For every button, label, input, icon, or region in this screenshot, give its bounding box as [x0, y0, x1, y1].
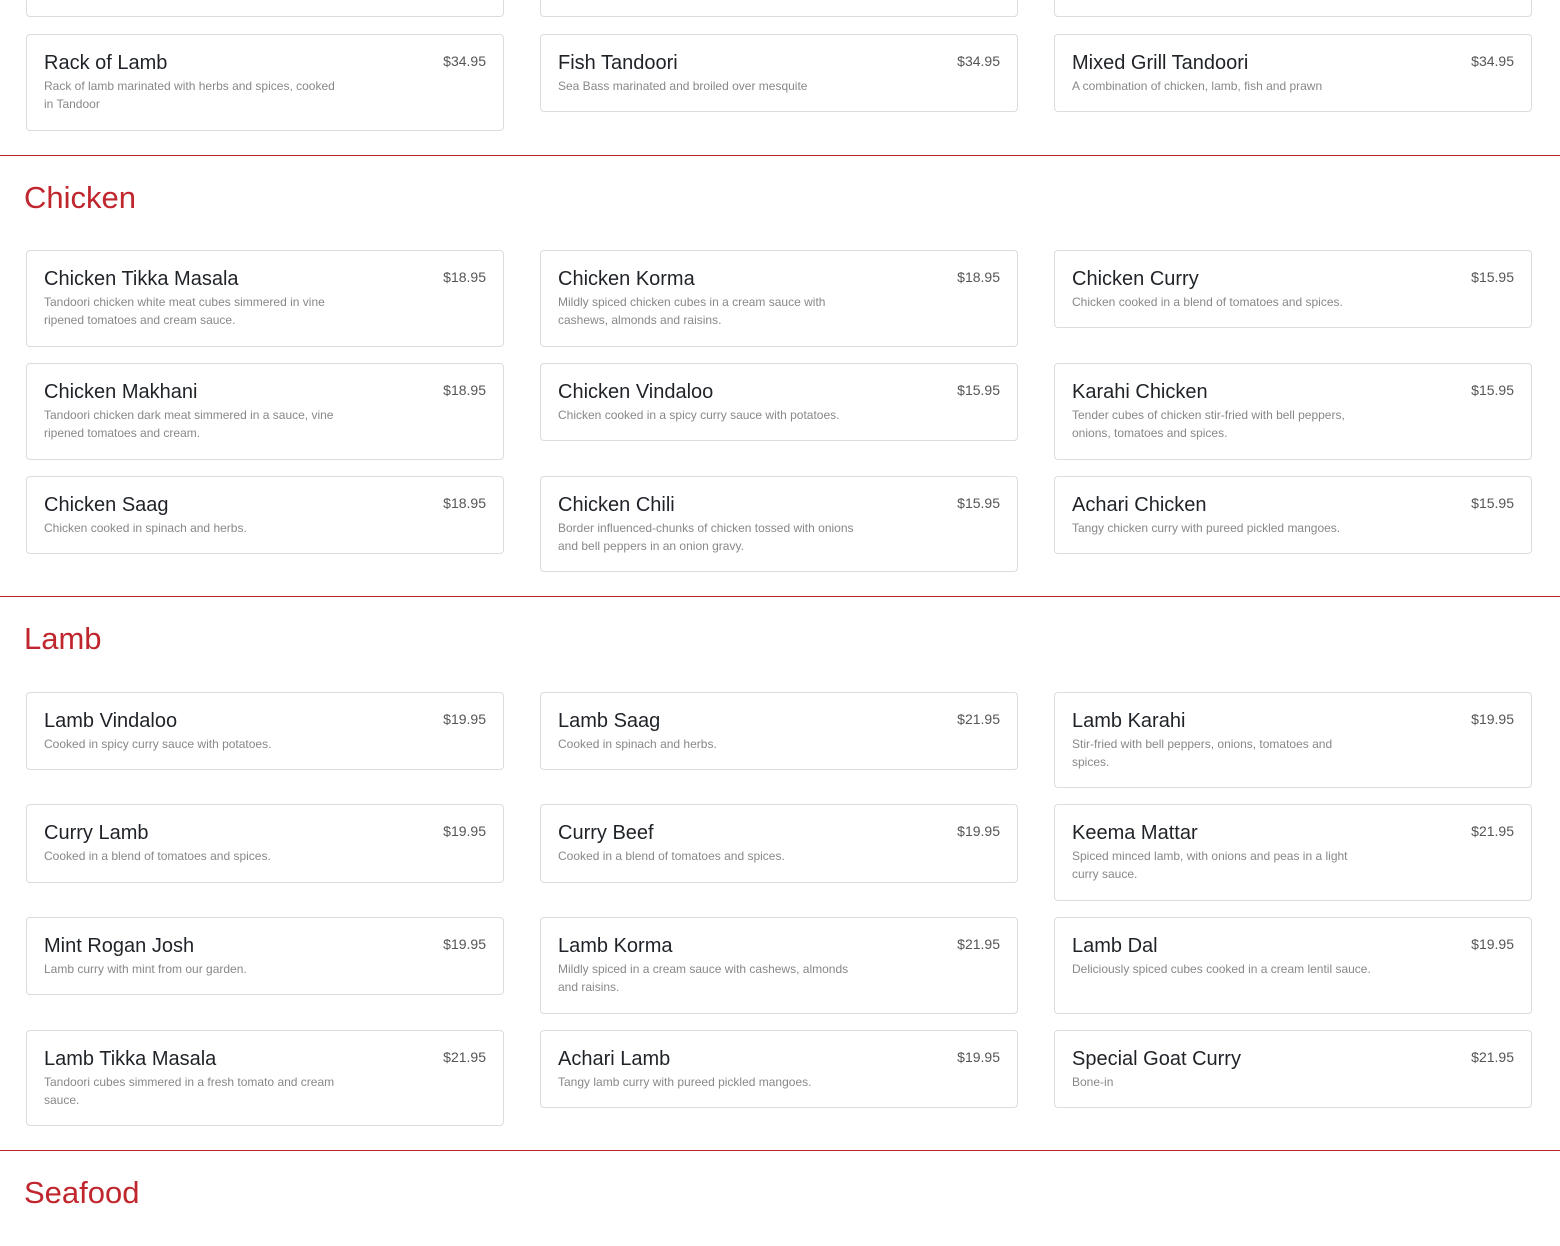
- item-price: $19.95: [443, 711, 486, 727]
- item-description: Cooked in a blend of tomatoes and spices.: [558, 849, 785, 863]
- menu-card[interactable]: [540, 1030, 1018, 1108]
- section-title-seafood: Seafood: [24, 1175, 140, 1210]
- item-description: Bone-in: [1072, 1075, 1114, 1089]
- item-price: $34.95: [443, 53, 486, 69]
- item-price: $19.95: [1471, 711, 1514, 727]
- item-name: Lamb Tikka Masala: [44, 1048, 217, 1070]
- item-price: $34.95: [1471, 53, 1514, 69]
- menu-card[interactable]: [26, 804, 504, 883]
- item-name: Lamb Korma: [558, 935, 673, 957]
- item-name: Achari Chicken: [1072, 494, 1207, 516]
- item-description: Cooked in spinach and herbs.: [558, 737, 717, 751]
- item-price: $19.95: [443, 823, 486, 839]
- item-price: $34.95: [957, 53, 1000, 69]
- item-price: $15.95: [957, 382, 1000, 398]
- item-description: Sea Bass marinated and broiled over mesquite: [558, 79, 808, 93]
- item-price: $19.95: [1471, 936, 1514, 952]
- menu-card[interactable]: [1054, 917, 1532, 1014]
- menu-card[interactable]: [26, 917, 504, 995]
- item-description: A combination of chicken, lamb, fish and prawn: [1072, 79, 1323, 93]
- item-description: Tender cubes of chicken stir-fried with bell peppers, onions, tomatoes and spices.: [1072, 408, 1345, 440]
- item-name: Lamb Vindaloo: [44, 710, 178, 732]
- item-name: Chicken Makhani: [44, 381, 198, 403]
- item-description: Mildly spiced chicken cubes in a cream sauce with cashews, almonds and raisins.: [558, 295, 826, 327]
- item-description: Chicken cooked in a spicy curry sauce with potatoes.: [558, 408, 840, 422]
- item-description: Deliciously spiced cubes cooked in a cream lentil sauce.: [1072, 962, 1371, 976]
- section-title-chicken: Chicken: [24, 180, 136, 215]
- menu-card[interactable]: [540, 804, 1018, 883]
- item-name: Lamb Saag: [558, 710, 661, 732]
- menu-card[interactable]: [540, 250, 1018, 347]
- item-price: $18.95: [957, 269, 1000, 285]
- item-description: Border influenced-chunks of chicken tossed with onions and bell peppers in an onion gravy.: [558, 521, 854, 553]
- item-name: Mint Rogan Josh: [44, 935, 195, 957]
- item-price: $19.95: [957, 823, 1000, 839]
- item-description: Spiced minced lamb, with onions and peas in a light curry sauce.: [1072, 849, 1348, 881]
- item-price: $15.95: [1471, 382, 1514, 398]
- item-price: $15.95: [1471, 495, 1514, 511]
- item-name: Chicken Tikka Masala: [44, 268, 239, 290]
- item-name: Lamb Dal: [1072, 935, 1158, 957]
- item-description: Tandoori chicken dark meat simmered in a sauce, vine ripened tomatoes and cream.: [44, 408, 334, 440]
- item-price: $21.95: [1471, 823, 1514, 839]
- menu-card[interactable]: [540, 363, 1018, 441]
- item-name: Achari Lamb: [558, 1048, 671, 1070]
- item-price: $21.95: [957, 711, 1000, 727]
- item-description: Tangy lamb curry with pureed pickled mangoes.: [558, 1075, 812, 1089]
- section-divider: [0, 596, 1560, 597]
- item-name: Mixed Grill Tandoori: [1072, 52, 1249, 74]
- menu-card[interactable]: [26, 476, 504, 554]
- menu-card[interactable]: [26, 692, 504, 770]
- item-name: Fish Tandoori: [558, 52, 678, 74]
- item-price: $21.95: [1471, 1049, 1514, 1065]
- item-name: Keema Mattar: [1072, 822, 1198, 844]
- menu-card[interactable]: [1054, 1030, 1532, 1108]
- item-name: Chicken Vindaloo: [558, 381, 714, 403]
- item-description: Cooked in a blend of tomatoes and spices.: [44, 849, 271, 863]
- item-name: Chicken Curry: [1072, 268, 1199, 290]
- item-name: Karahi Chicken: [1072, 381, 1208, 403]
- item-price: $18.95: [443, 269, 486, 285]
- menu-card[interactable]: [540, 692, 1018, 770]
- item-description: Mildly spiced in a cream sauce with cashews, almonds and raisins.: [558, 962, 849, 994]
- section-divider: [0, 1150, 1560, 1151]
- menu-card[interactable]: [26, 34, 504, 131]
- menu-card[interactable]: [1054, 692, 1532, 788]
- item-price: $18.95: [443, 382, 486, 398]
- item-name: Curry Lamb: [44, 822, 149, 844]
- item-description: Chicken cooked in a blend of tomatoes and spices.: [1072, 295, 1343, 309]
- item-description: Chicken cooked in spinach and herbs.: [44, 521, 247, 535]
- menu-card[interactable]: [1054, 34, 1532, 112]
- menu-card[interactable]: [1054, 804, 1532, 901]
- item-price: $21.95: [443, 1049, 486, 1065]
- item-price: $15.95: [1471, 269, 1514, 285]
- item-name: Curry Beef: [558, 822, 654, 844]
- menu-card[interactable]: [1054, 363, 1532, 460]
- menu-card-partial: [540, 0, 1018, 17]
- section-divider: [0, 155, 1560, 156]
- item-description: Lamb curry with mint from our garden.: [44, 962, 247, 976]
- menu-card-partial: [1054, 0, 1532, 17]
- item-name: Lamb Karahi: [1072, 710, 1186, 732]
- menu-card[interactable]: [540, 34, 1018, 112]
- menu-card[interactable]: [540, 917, 1018, 1014]
- menu-card[interactable]: [1054, 476, 1532, 554]
- menu-card[interactable]: [26, 363, 504, 460]
- menu-card[interactable]: [1054, 250, 1532, 328]
- menu-card[interactable]: [26, 1030, 504, 1126]
- item-description: Tandoori chicken white meat cubes simmered in vine ripened tomatoes and cream sauce.: [44, 295, 325, 327]
- item-price: $19.95: [957, 1049, 1000, 1065]
- menu-card-partial: [26, 0, 504, 17]
- section-title-lamb: Lamb: [24, 621, 102, 656]
- menu-card[interactable]: [26, 250, 504, 347]
- item-name: Rack of Lamb: [44, 52, 168, 74]
- item-name: Chicken Korma: [558, 268, 695, 290]
- item-price: $21.95: [957, 936, 1000, 952]
- item-name: Chicken Saag: [44, 494, 169, 516]
- item-price: $18.95: [443, 495, 486, 511]
- item-description: Cooked in spicy curry sauce with potatoes.: [44, 737, 272, 751]
- item-price: $19.95: [443, 936, 486, 952]
- item-name: Special Goat Curry: [1072, 1048, 1241, 1070]
- item-name: Chicken Chili: [558, 494, 675, 516]
- item-description: Stir-fried with bell peppers, onions, tomatoes and spices.: [1072, 737, 1333, 769]
- item-description: Tangy chicken curry with pureed pickled mangoes.: [1072, 521, 1341, 535]
- item-description: Rack of lamb marinated with herbs and spices, cooked in Tandoor: [44, 79, 335, 111]
- menu-card[interactable]: [540, 476, 1018, 572]
- item-price: $15.95: [957, 495, 1000, 511]
- item-description: Tandoori cubes simmered in a fresh tomato and cream sauce.: [44, 1075, 335, 1107]
